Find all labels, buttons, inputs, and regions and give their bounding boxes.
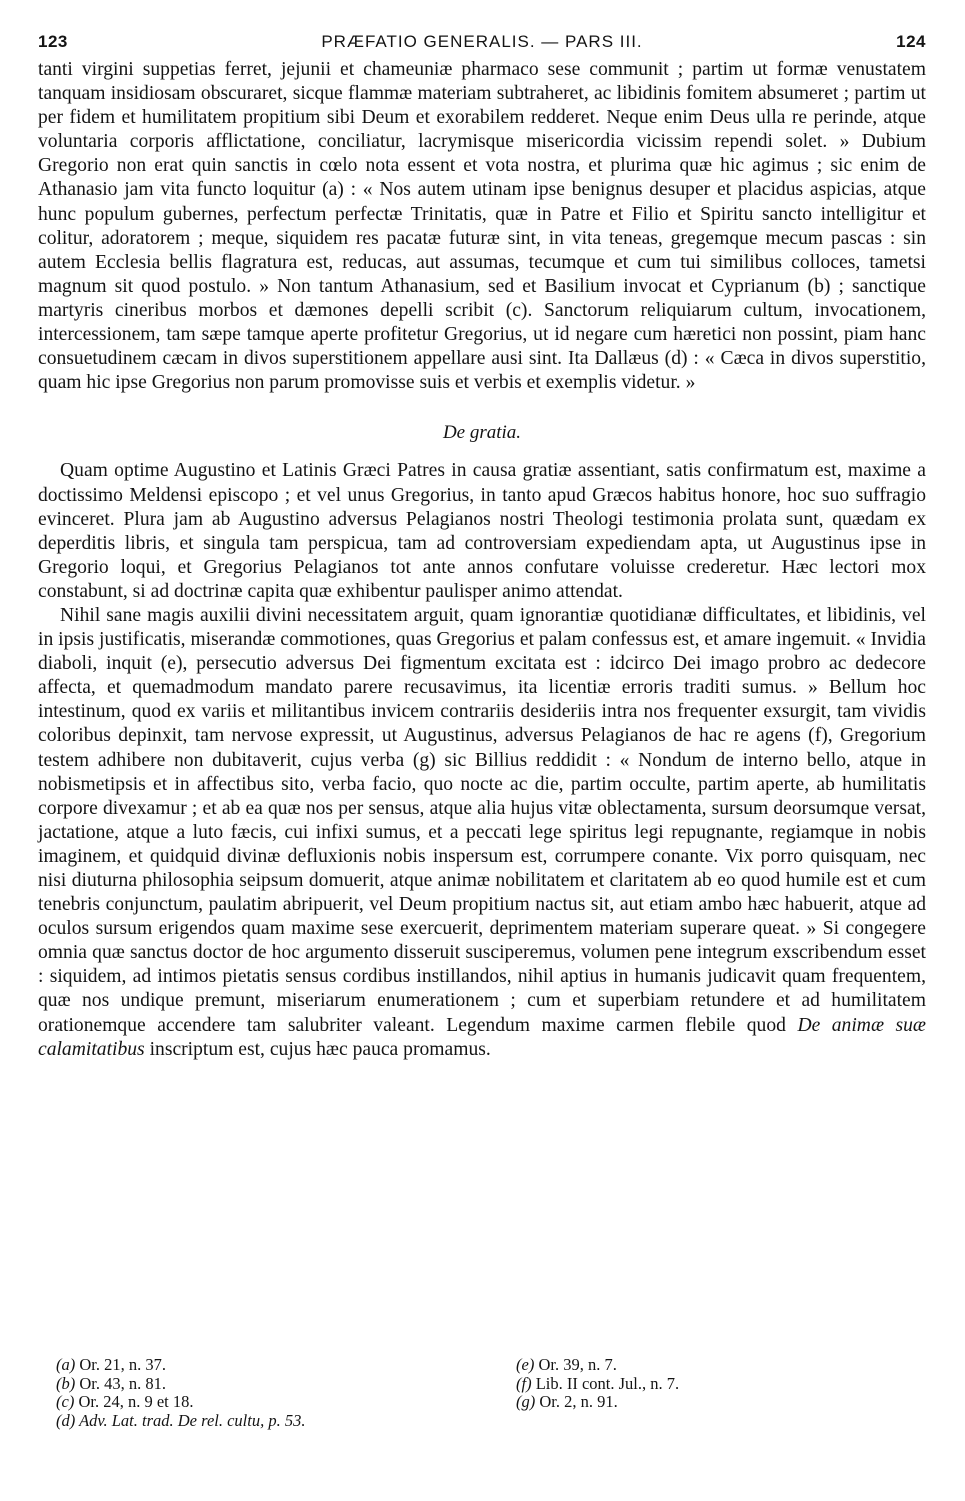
page-number-right: 124 — [896, 32, 926, 51]
footnote — [56, 1375, 456, 1394]
footnote — [516, 1375, 776, 1394]
page — [38, 32, 926, 1062]
footnote-mark: (g) — [516, 1392, 536, 1411]
paragraph-gratia-2 — [38, 604, 926, 1062]
footnote-mark: (b) — [56, 1373, 76, 1393]
footnote-text: Or. 21, n. 37. — [75, 1355, 166, 1374]
footnote-mark: (a) — [56, 1355, 76, 1374]
paragraph-text: Nihil sane magis auxilii divini necessitatem arguit, quam ignorantiæ quotidianæ difficultates, et libidinis, vel in ipsis justificatis, miserandæ commotiones, quas Gregorius et palam confessus est, et amare ingemuit. « Invidia diaboli, inquit (e), persecutio adversus Dei figmentum excitata est : idcirco Dei imago probro ac dedecore affecta, et quemadmodum mandato parere recusavimus, ita licentiæ erroris traditi sumus. » Bellum hoc intestinum, quod ex variis et militantibus invicem contrariis desideriis intra nos frequenter exsurgit, tam vividis coloribus depinxit, tam nervose expressit, ut Augustinus, adversus Pelagianos de hac re agens (f), Gregorium testem adhibere non dubitaverit, cujus verba (g) sic Billius reddidit : « Nondum de interno bello, atque in nobismetipsis et in affectibus sito, verba facio, quo nocte ac die, partim occulte, partim aperte, ab humilitatis corpore divexamur ; et ab ea quæ nos per sensus, atque alia hujus vitæ oblectamenta, sursum deorsumque versat, jactatione, atque a luto fæcis, cui infixi sumus, et a peccati lege spiritus legi repugnante, regiamque in nobis imaginem, et quidquid divinæ defluxionis nobis inspersum est, corrumpere conante. Vix porro quisquam, nec nisi diuturna philosophia seipsum domuerit, atque animæ nobilitatem et claritatem ab eo quod humile est et cum tenebris conjunctum, paulatim abripuerit, vel Deum propitium nactus sit, aut etiam ambo hæc habuerit, atque ad oculos sursum erigendos quam maxime sese exercuerit, deprimentem materiam superare queat. » Si congegere omnia quæ sanctus doctor de hoc argumento disseruit susciperemus, volumen pene integrum exscribendum esset : siquidem, ad intimos pietatis sensus cordibus instillandos, nihil aptius in humanis judicavit quam frequentem, quæ nos undique premunt, miseriarum enumerationem ; cum et superbiam retundere et ad humilitatem orationemque accendere tam salubriter valeant. Legendum maxime carmen flebile quod — [38, 604, 926, 1036]
footnote-mark: (f) — [516, 1373, 532, 1393]
footnote-text: Or. 24, n. 9 et 18. — [74, 1392, 194, 1411]
paragraph-gratia-1: Quam optime Augustino et Latinis Græci Patres in causa gratiæ assentiant, satis confirmatum est, maxime a doctissimo Meldensi episcopo ; et vel unus Gregorius, in tanto apud Græcos habitus honore, hoc suo suffragio evinceret. Plura jam ab Augustino adversus Pelagianos nostri Theologi testimonia prolata sunt, quædam ex deperditis libris, et singula tam perspicua, tam ad controversiam expediendam apta, ut Augustinus ipse in Gregorio loqui, et Gregorius Pelagianos tot ante annos confutare voluisse crederetur. Hæc lectori mox constabunt, si ad doctrinæ capita quæ exhibentur paulisper animo attendat. — [38, 460, 926, 602]
footnote — [56, 1356, 456, 1375]
footnote-text: Adv. Lat. trad. De rel. cultu, p. 53. — [75, 1410, 306, 1430]
footnote — [516, 1356, 776, 1375]
footnote-text: Lib. II cont. Jul., n. 7. — [531, 1373, 680, 1393]
running-title: PRÆFATIO GENERALIS. — PARS III. — [321, 32, 643, 51]
running-head — [38, 32, 926, 58]
footnote-text: Or. 39, n. 7. — [534, 1355, 617, 1374]
footnote — [516, 1393, 776, 1412]
footnote — [56, 1393, 456, 1412]
footnote-mark: (e) — [516, 1355, 535, 1374]
page-number-left: 123 — [38, 32, 68, 51]
section-heading: De gratia. — [442, 422, 522, 444]
main-text — [38, 58, 926, 1062]
footnote — [56, 1412, 456, 1431]
footnotes-right — [516, 1356, 776, 1430]
footnote-text: Or. 43, n. 81. — [75, 1373, 166, 1393]
footnotes — [56, 1356, 856, 1430]
paragraph-continuation: tanti virgini suppetias ferret, jejunii et chameuniæ pharmaco sese communit ; partim ut formæ venustatem tanquam insidiosam obscuraret, sicque flammæ materiam subtraheret, ac libidinis fomitem absumeret ; partim ut per fidem et humilitatem propitium sibi Deum et exorabilem redderet. Neque enim Deus ulla re perinde, atque voluntaria corporis afflictatione, conciliatur, lacrymisque misericordia vicissim rependi solet. » Dubium Gregorio non erat quin sanctis in cœlo nota essent et vota nostra, et plurima quæ hic agimus ; sic enim de Athanasio jam vita functo loquitur (a) : « Nos autem utinam ipse benignus desuper et placidus aspicias, atque hunc populum gubernes, perfectum perfectæ Trinitatis, quæ in Patre et Filio et Spiritu sancto intelligitur et colitur, adoratorem ; meque, siquidem res pacatæ futuræ sint, in vita teneas, gregemque mecum pascas : sin autem Ecclesia bellis flagratura est, reducas, aut assumas, tecumque et cum tui similibus colloces, tametsi magnum sit quod postulo. » Non tantum Athanasium, sed et Basilium invocat et Cyprianum (b) ; sanctique martyris cineribus morbos et dæmones depelli scribit (c). Sanctorum reliquiarum cultum, invocationem, intercessionem, tam sæpe tamque aperte profitetur Gregorius, ut id negare cum hæretici non possint, piam hanc consuetudinem cæcam in divos superstitionem appellare ausi sint. Ita Dallæus (d) : « Cæca in divos superstitio, quam hic ipse Gregorius non parum promovisse suis et verbis et exemplis videtur. » — [38, 59, 926, 394]
poem-title: De animæ suæ calamitatibus — [38, 1014, 926, 1060]
paragraph-text-end: inscriptum est, cujus hæc pauca promamus. — [144, 1038, 491, 1060]
footnote-text: Or. 2, n. 91. — [535, 1392, 618, 1411]
footnotes-left — [56, 1356, 456, 1430]
footnote-mark: (d) — [56, 1410, 76, 1430]
footnote-mark: (c) — [56, 1392, 75, 1411]
